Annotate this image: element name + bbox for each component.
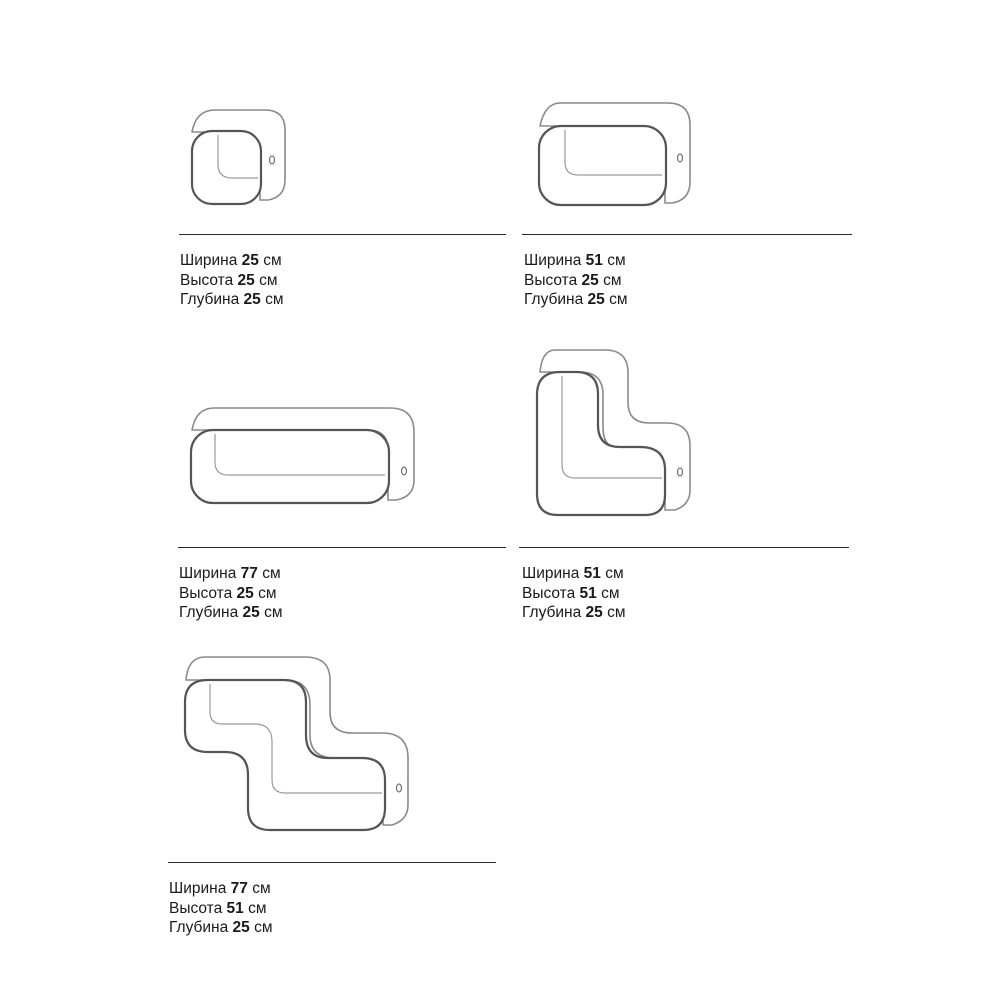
spec-height: Высота 25 см [180, 271, 278, 289]
spec-depth: Глубина 25 см [180, 291, 284, 308]
spec-width: Ширина 51 см [524, 252, 626, 269]
divider-wide-box [522, 234, 852, 235]
specs-s-shape [169, 879, 273, 938]
spec-width: Ширина 77 см [169, 880, 271, 897]
divider-long-box [178, 547, 506, 548]
spec-width: Ширина 77 см [179, 565, 281, 582]
divider-s-shape [168, 862, 496, 863]
spec-depth: Глубина 25 см [522, 604, 626, 621]
spec-height: Высота 51 см [522, 584, 620, 602]
spec-height: Высота 51 см [169, 899, 267, 917]
spec-width: Ширина 25 см [180, 252, 282, 269]
spec-depth: Глубина 25 см [169, 919, 273, 936]
divider-l-shape [519, 547, 849, 548]
specs-l-shape [522, 564, 626, 623]
spec-width: Ширина 51 см [522, 565, 624, 582]
specs-long-box [179, 564, 283, 623]
spec-height: Высота 25 см [179, 584, 277, 602]
spec-height: Высота 25 см [524, 271, 622, 289]
spec-depth: Глубина 25 см [179, 604, 283, 621]
spec-depth: Глубина 25 см [524, 291, 628, 308]
divider-cube [179, 234, 506, 235]
specs-cube [180, 251, 284, 310]
specs-wide-box [524, 251, 628, 310]
